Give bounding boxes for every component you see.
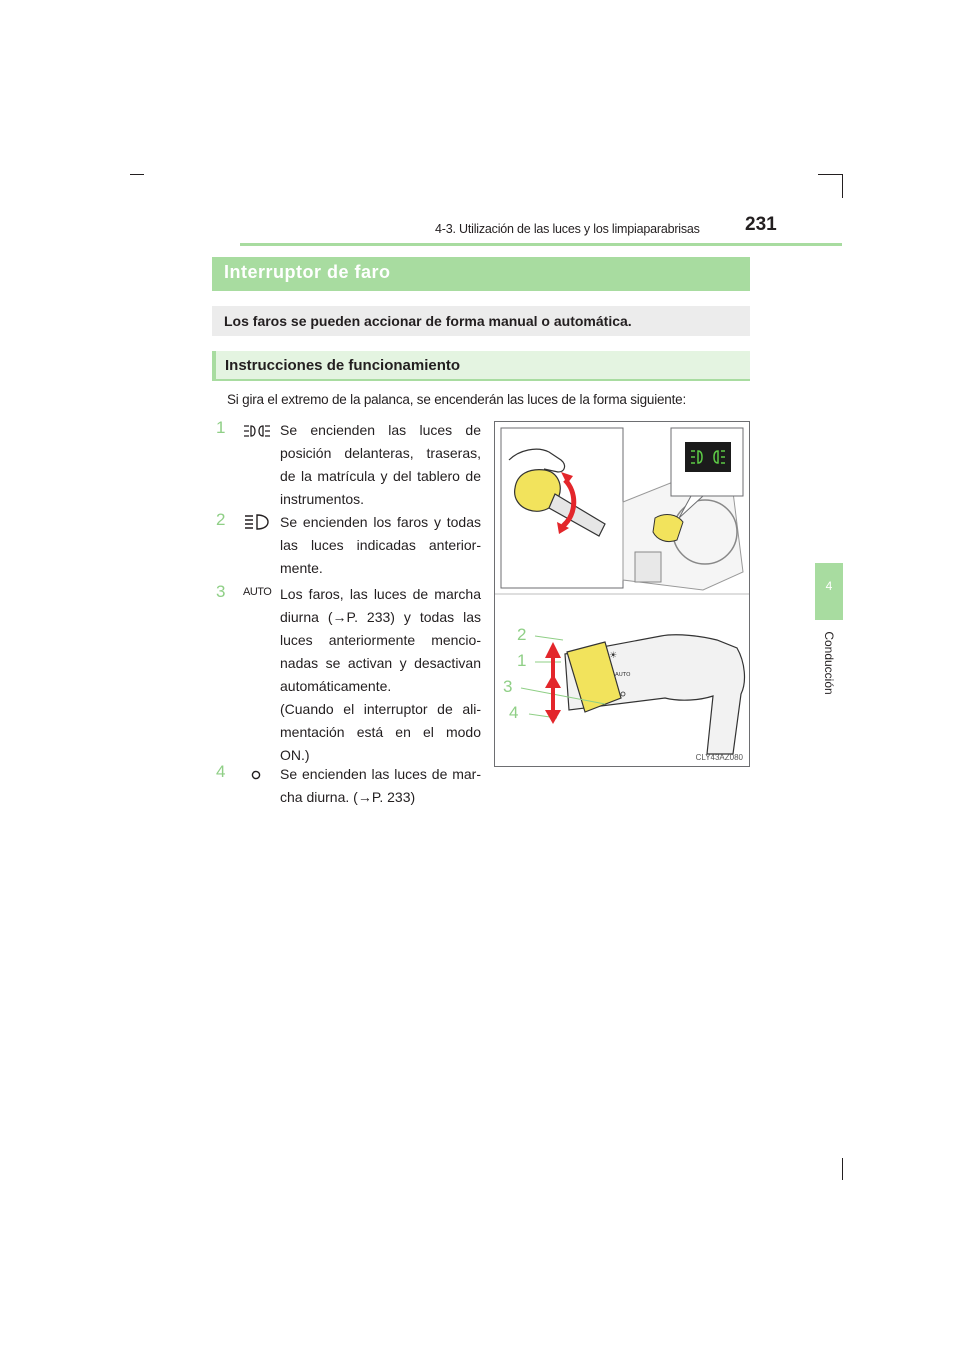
section-title-bar	[212, 257, 750, 291]
section-intro: Los faros se pueden accionar de forma manual o automática.	[224, 313, 632, 329]
auto-icon: AUTO	[243, 586, 272, 598]
section-intro-box	[212, 306, 750, 336]
headlight-switch-illustration	[494, 421, 750, 767]
lever-auto-label: AUTO	[615, 672, 631, 678]
section-title: Interruptor de faro	[224, 262, 391, 282]
chapter-title: 4-3. Utilización de las luces y los limpiaparabrisas	[435, 222, 700, 236]
item-note: (Cuando el interruptor de ali-mentación está en el modo ON.)	[280, 701, 481, 763]
figure-code: CLY43AZ080	[695, 753, 743, 762]
item-text: Se encienden las luces de mar-cha diurna. (→P. 233)	[280, 766, 481, 805]
subsection-title: Instrucciones de funcionamiento	[225, 357, 461, 374]
item-number: 1	[216, 418, 226, 437]
crop-mark	[130, 174, 144, 175]
header-rule	[240, 243, 842, 246]
callout-number: 3	[503, 677, 513, 696]
dashboard-panel	[635, 552, 661, 582]
direction-arrows	[545, 642, 561, 724]
crop-mark	[842, 174, 843, 198]
crop-mark	[818, 174, 842, 175]
item-text: Se encienden los faros y todas las luces indicadas anterior-mente.	[280, 514, 481, 576]
headlight-icon	[243, 513, 271, 531]
item-number: 3	[216, 582, 226, 601]
subsection-lead: Si gira el extremo de la palanca, se encenderán las luces de la forma siguiente:	[227, 392, 687, 407]
item-number: 2	[216, 510, 226, 529]
chapter-tab-number: 4	[825, 579, 833, 593]
position-lights-icon	[243, 422, 271, 440]
crop-mark	[842, 1158, 843, 1180]
subsection-title-bar	[212, 351, 750, 381]
callout-number: 2	[517, 625, 527, 644]
chapter-tab-label	[806, 628, 852, 698]
chapter-tab	[815, 563, 843, 620]
sun-symbol: ☀	[609, 651, 618, 661]
callout-number: 1	[517, 651, 527, 670]
page-number: 231	[745, 214, 777, 235]
item-text: Los faros, las luces de marcha diurna (→P. 233) y todas las luces anteriormente mencio-nadas se activan y desactivan automáticamente.	[280, 586, 481, 694]
callout-number: 4	[509, 703, 519, 722]
chapter-tab-label-text: Conducción	[822, 631, 836, 695]
item-number: 4	[216, 762, 226, 781]
off-position-icon	[243, 765, 271, 783]
item-text: Se encienden las luces de posición delanteras, traseras, de la matrícula y del tablero de instrumentos.	[280, 422, 481, 507]
illustration-svg	[495, 422, 749, 766]
